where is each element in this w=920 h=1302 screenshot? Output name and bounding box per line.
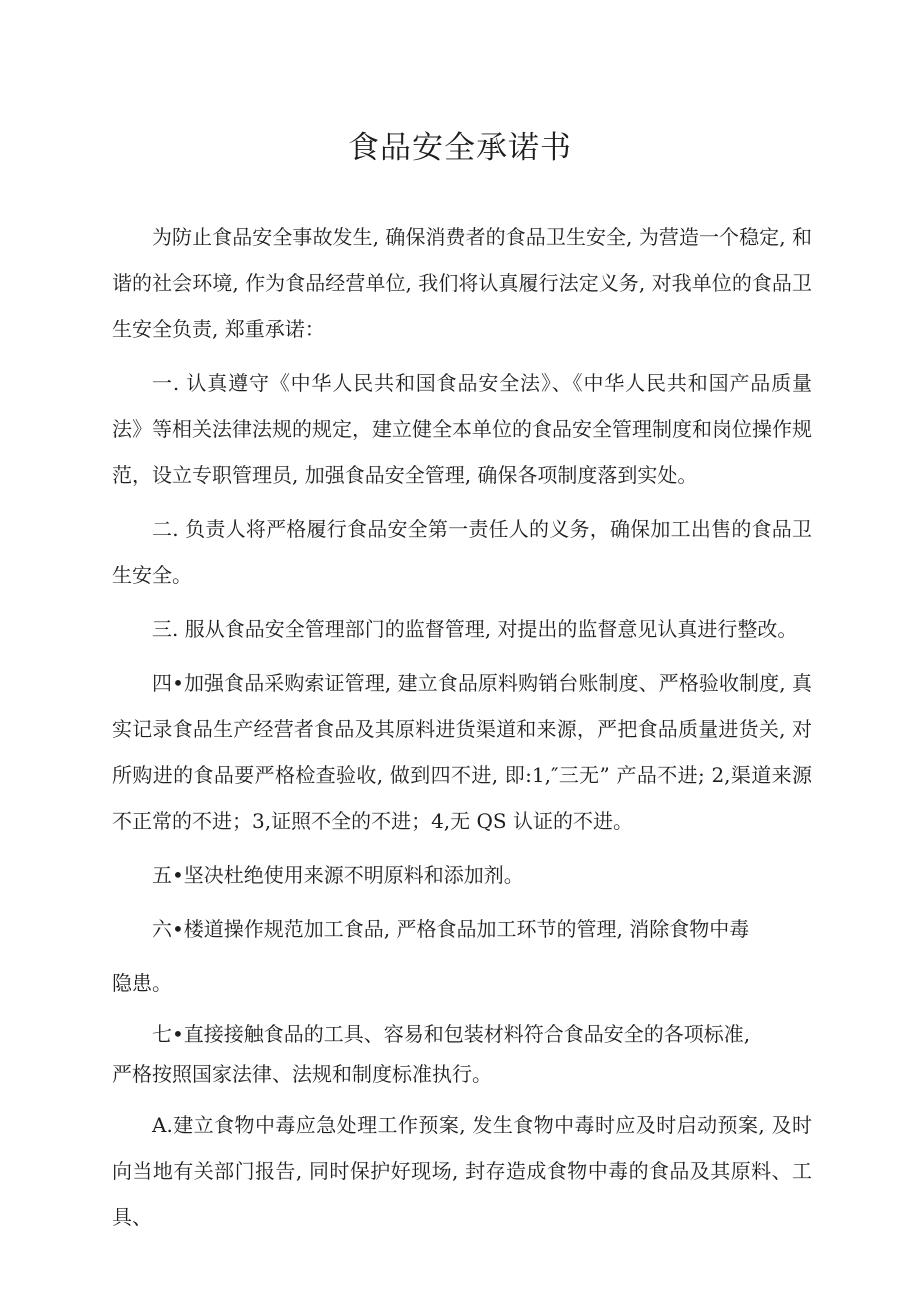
clause-a-paragraph: A.建立食物中毒应急处理工作预案, 发生食物中毒时应及时启动预案, 及时向当地有关部门报告, 同时保护好现场, 封存造成食物中毒的食品及其原料、工具、 <box>112 1113 812 1229</box>
clause-two-paragraph: 二. 负责人将严格履行食品安全第一责任人的义务，确保加工出售的食品卫生安全。 <box>112 517 812 587</box>
clause-six-line-1: 六•楼道操作规范加工食品, 严格食品加工环节的管理, 消除食物中毒 <box>152 917 750 941</box>
clause-four-paragraph: 四•加强食品采购索证管理, 建立食品原料购销台账制度、严格验收制度, 真实记录食品生产经营者食品及其原料进货渠道和来源，严把食品质量进货关, 对所购进的食品要严格检查验收, 做到四不进, 即:1,″三无” 产品不进; 2,渠道来源不正常的不进；3,证照不全的不进；4,无 QS 认证的不进。 <box>112 671 812 833</box>
clause-three-paragraph: 三. 服从食品安全管理部门的监督管理, 对提出的监督意见认真进行整改。 <box>152 617 798 641</box>
intro-paragraph: 为防止食品安全事故发生, 确保消费者的食品卫生安全, 为营造一个稳定, 和谐的社会环境, 作为食品经营单位, 我们将认真履行法定义务, 对我单位的食品卫生安全负责, 郑重承诺： <box>112 225 812 341</box>
clause-seven-line-2: 严格按照国家法律、法规和制度标准执行。 <box>112 1062 492 1086</box>
clause-one-paragraph: 一. 认真遵守《中华人民共和国食品安全法》、《中华人民共和国产品质量法》等相关法律法规的规定，建立健全本单位的食品安全管理制度和岗位操作规范，设立专职管理员, 加强食品安全管理, 确保各项制度落到实处。 <box>112 371 812 487</box>
clause-seven-line-1: 七•直接接触食品的工具、容易和包装材料符合食品安全的各项标准, <box>152 1022 751 1046</box>
document-title: 食品安全承诺书 <box>348 130 572 166</box>
clause-five-paragraph: 五•坚决杜绝使用来源不明原料和添加剂。 <box>152 863 524 887</box>
document-body <box>112 214 812 1240</box>
clause-six-line-2: 隐患。 <box>112 971 172 995</box>
